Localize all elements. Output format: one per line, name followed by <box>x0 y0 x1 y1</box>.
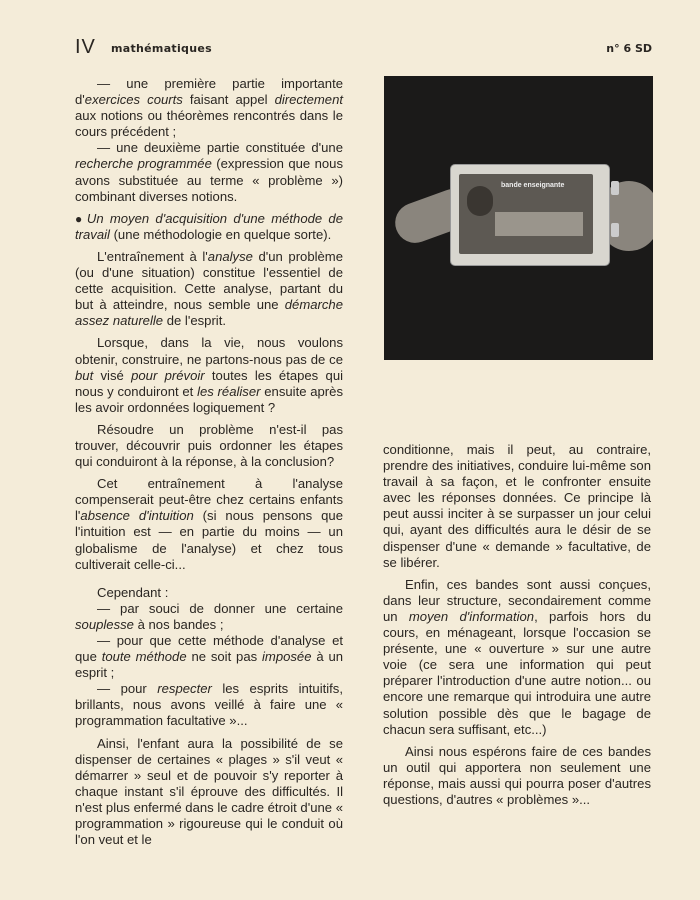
page-header <box>75 38 652 60</box>
paragraph: Résoudre un problème n'est-il pas trouver, découvrir puis ordonner les étapes qui conduiront à la réponse, à la conclusion? <box>75 421 343 470</box>
paragraph: conditionne, mais il peut, au contraire, prendre des initiatives, conduire lui-même son travail à sa façon, et le confronter ensuite avec les réponses données. Ce principe là peut aussi inciter à se surpasser un jour celui qui, ayant des difficultés aura le désir de se dispenser d'une « demande » facultative, de se libérer. <box>383 442 651 570</box>
paragraph: Lorsque, dans la vie, nous voulons obtenir, construire, ne partons-nous pas de ce but visé pour prévoir toutes les étapes qui nous y conduiront et les réaliser ensuite après les avoir ordonnées logiquement ? <box>75 335 344 415</box>
paragraph: Ainsi, l'enfant aura la possibilité de se dispenser de certaines « plages » s'il veut « démarrer » seul et de pouvoir s'y reporter à chaque instant s'il éprouve des difficultés. Il n'est plus enfermé dans le cadre étroit d'une « programmation » rigoureuse qui le conduit où l'on veut et le <box>75 735 343 848</box>
knob-icon <box>611 181 619 195</box>
teaching-device <box>450 164 610 266</box>
left-column <box>75 76 343 848</box>
paragraph: — pour que cette méthode d'analyse et que toute méthode ne soit pas imposée à un esprit ; <box>75 633 344 681</box>
screen-title: bande enseignante <box>501 182 565 189</box>
paragraph: — une première partie importante d'exercices courts faisant appel directement aux notions ou théorèmes rencontrés dans le cours précédent ; <box>75 76 343 140</box>
bullet-paragraph: ● Un moyen d'acquisition d'une méthode de travail (une méthodologie en quelque sorte). <box>75 211 343 243</box>
paragraph: — pour respecter les esprits intuitifs, brillants, nous avons veillé à faire une « programmation facultative »... <box>75 681 343 729</box>
device-screen <box>459 174 593 254</box>
paragraph: Ainsi nous espérons faire de ces bandes un outil qui apportera non seulement une réponse, mais aussi qui pourra poser d'autres questions, d'autres « problèmes »... <box>383 743 651 807</box>
paragraph: Cet entraînement à l'analyse compenserait peut-être chez certains enfants l'absence d'intuition (si nous pensons que l'intuition est — en partie du moins — un globalisme de l'analyse) et chez tous cultiverait celle-ci... <box>75 476 343 572</box>
paragraph: Enfin, ces bandes sont aussi conçues, dans leur structure, secondairement comme un moyen d'information, parfois hors du cours, en ménageant, lorsque l'occasion se présente, une « ouverture » sur une autre voie (ce sera une information qui peut préparer l'introduction d'une autre notion... ou encore une remarque qui introduira une autre solution possible dès que le bagage de chacun sera suffisant, etc...) <box>383 576 652 737</box>
device-photo <box>384 76 653 360</box>
paragraph: — par souci de donner une certaine souplesse à nos bandes ; <box>75 600 343 632</box>
issue-number: n° 6 SD <box>606 42 652 55</box>
section-title: mathématiques <box>111 42 212 55</box>
face-image <box>467 186 493 216</box>
knob-icon <box>611 223 619 237</box>
paragraph: L'entraînement à l'analyse d'un problème (ou d'une situation) constitue l'essentiel de cette acquisition. Cette analyse, partant du but à atteindre, nous semble une démarche assez naturelle de l'esprit. <box>75 248 343 329</box>
bullet-icon <box>75 211 87 226</box>
screen-panel <box>495 212 583 236</box>
paragraph: Cependant : <box>97 584 169 600</box>
page-number: IV <box>75 36 96 58</box>
paragraph: — une deuxième partie constituée d'une recherche programmée (expression que nous avons substituée au terme « problème ») combinant diverses notions. <box>75 140 343 204</box>
right-column <box>383 442 651 808</box>
